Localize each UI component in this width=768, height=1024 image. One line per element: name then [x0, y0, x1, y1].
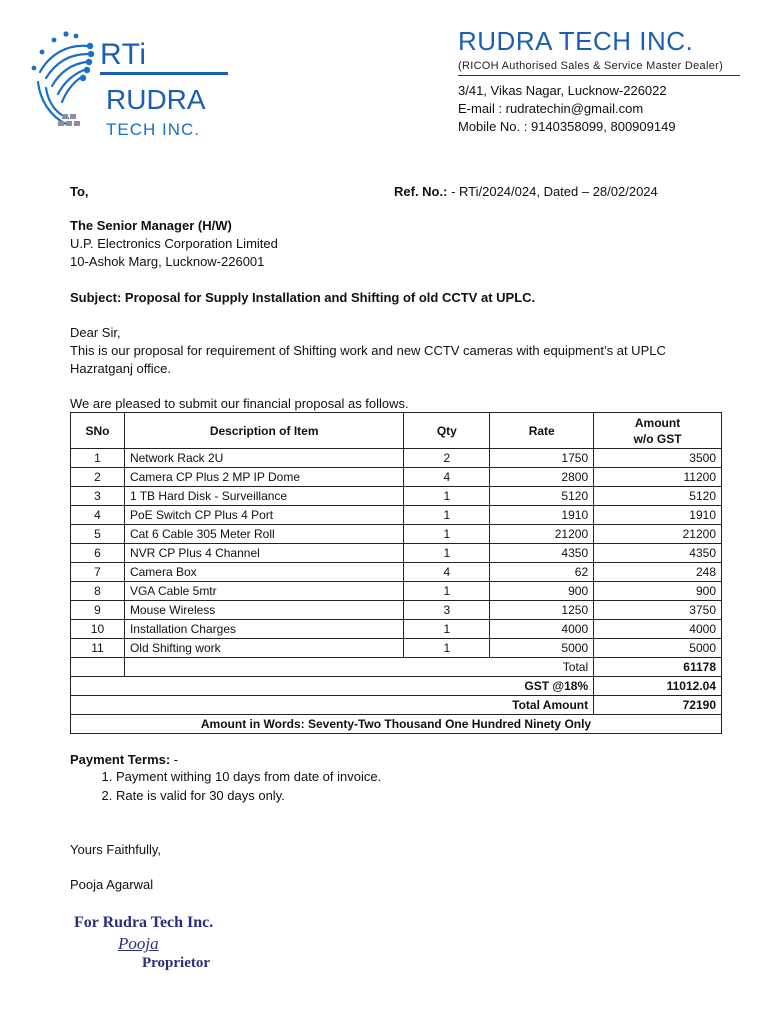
- row-rate: 1250: [490, 601, 594, 620]
- row-amount: 1910: [594, 506, 722, 525]
- header-rate: Rate: [490, 413, 594, 449]
- row-sno: 4: [71, 506, 125, 525]
- gst-value: 11012.04: [594, 677, 722, 696]
- company-name: RUDRA TECH INC.: [458, 26, 694, 56]
- row-sno: 2: [71, 468, 125, 487]
- row-sno: 9: [71, 601, 125, 620]
- row-qty: 3: [404, 601, 490, 620]
- subject-text: : Proposal for Supply Installation and Shifting of old CCTV at UPLC.: [116, 290, 536, 305]
- amount-in-words-row: [71, 715, 722, 734]
- row-rate: 4000: [490, 620, 594, 639]
- row-qty: 1: [404, 582, 490, 601]
- row-rate: 1750: [490, 449, 594, 468]
- subject-line: [70, 289, 535, 307]
- row-sno: 11: [71, 639, 125, 658]
- table-row: [71, 487, 722, 506]
- grand-total-label: Total Amount: [71, 696, 594, 715]
- row-qty: 1: [404, 487, 490, 506]
- row-description: Old Shifting work: [124, 639, 403, 658]
- row-description: VGA Cable 5mtr: [124, 582, 403, 601]
- table-row: [71, 544, 722, 563]
- payment-terms-label: Payment Terms:: [70, 752, 171, 767]
- row-rate: 62: [490, 563, 594, 582]
- company-mobile: Mobile No. : 9140358099, 800909149: [458, 119, 676, 134]
- row-rate: 2800: [490, 468, 594, 487]
- proposal-intro: We are pleased to submit our financial proposal as follows.: [70, 396, 409, 411]
- amount-in-words: Amount in Words: Seventy-Two Thousand One Hundred Ninety Only: [71, 715, 722, 734]
- row-sno: 3: [71, 487, 125, 506]
- total-row: [71, 658, 722, 677]
- row-description: Installation Charges: [124, 620, 403, 639]
- row-rate: 5120: [490, 487, 594, 506]
- company-address: 3/41, Vikas Nagar, Lucknow-226022: [458, 83, 667, 98]
- row-qty: 1: [404, 639, 490, 658]
- row-rate: 21200: [490, 525, 594, 544]
- row-qty: 2: [404, 449, 490, 468]
- row-amount: 900: [594, 582, 722, 601]
- row-amount: 5120: [594, 487, 722, 506]
- subject-label: Subject: [70, 290, 117, 305]
- grand-total-row: [71, 696, 722, 715]
- row-description: Mouse Wireless: [124, 601, 403, 620]
- payment-term-item: 2. Rate is valid for 30 days only.: [116, 786, 381, 805]
- logo-subtitle: TECH INC.: [106, 120, 200, 139]
- row-rate: 900: [490, 582, 594, 601]
- row-description: Cat 6 Cable 305 Meter Roll: [124, 525, 403, 544]
- logo-underline: [100, 72, 228, 75]
- table-row: [71, 468, 722, 487]
- payment-term-item: 1. Payment withing 10 days from date of invoice.: [116, 767, 381, 786]
- grand-total-value: 72190: [594, 696, 722, 715]
- row-rate: 5000: [490, 639, 594, 658]
- letter-body: [70, 324, 666, 378]
- closing-regards: Yours Faithfully,: [70, 842, 162, 857]
- header-sno: SNo: [71, 413, 125, 449]
- gst-row: [71, 677, 722, 696]
- row-description: Network Rack 2U: [124, 449, 403, 468]
- handwritten-signature: Pooja: [118, 934, 159, 953]
- table-row: [71, 563, 722, 582]
- row-description: NVR CP Plus 4 Channel: [124, 544, 403, 563]
- stamp-company: For Rudra Tech Inc.: [74, 914, 214, 931]
- recipient-org: U.P. Electronics Corporation Limited: [70, 236, 278, 251]
- ref-label: Ref. No.:: [394, 184, 448, 199]
- row-sno: 10: [71, 620, 125, 639]
- company-contact: [458, 82, 676, 136]
- row-amount: 3750: [594, 601, 722, 620]
- company-email: E-mail : rudratechin@gmail.com: [458, 101, 644, 116]
- header-qty: Qty: [404, 413, 490, 449]
- table-header-row: [71, 413, 722, 449]
- body-line-1: This is our proposal for requirement of Shifting work and new CCTV cameras with equipment’s at UPLC: [70, 343, 666, 358]
- salutation: Dear Sir,: [70, 325, 121, 340]
- row-description: Camera CP Plus 2 MP IP Dome: [124, 468, 403, 487]
- row-sno: 5: [71, 525, 125, 544]
- row-description: PoE Switch CP Plus 4 Port: [124, 506, 403, 525]
- table-row: [71, 620, 722, 639]
- recipient-block: [70, 217, 278, 271]
- row-amount: 11200: [594, 468, 722, 487]
- signatory-name: Pooja Agarwal: [70, 877, 154, 892]
- row-amount: 248: [594, 563, 722, 582]
- payment-terms-suffix: -: [170, 752, 179, 767]
- table-row: [71, 525, 722, 544]
- header-amount: [594, 413, 722, 449]
- header-amount-line2: w/o GST: [633, 431, 682, 446]
- row-sno: 8: [71, 582, 125, 601]
- table-row: [71, 639, 722, 658]
- logo-name: RUDRA: [106, 84, 206, 115]
- payment-terms-list: [70, 767, 381, 805]
- row-sno: 6: [71, 544, 125, 563]
- row-rate: 4350: [490, 544, 594, 563]
- table-row: [71, 601, 722, 620]
- row-amount: 5000: [594, 639, 722, 658]
- row-qty: 1: [404, 525, 490, 544]
- table-row: [71, 449, 722, 468]
- row-qty: 1: [404, 620, 490, 639]
- row-qty: 1: [404, 506, 490, 525]
- row-rate: 1910: [490, 506, 594, 525]
- header-description: Description of Item: [124, 413, 403, 449]
- row-amount: 21200: [594, 525, 722, 544]
- row-qty: 4: [404, 563, 490, 582]
- row-amount: 3500: [594, 449, 722, 468]
- body-line-2: Hazratganj office.: [70, 361, 171, 376]
- total-label: Total: [124, 658, 593, 677]
- recipient-address: 10-Ashok Marg, Lucknow-226001: [70, 254, 265, 269]
- reference: [394, 183, 658, 201]
- company-tagline: (RICOH Authorised Sales & Service Master Dealer): [458, 60, 724, 72]
- row-description: Camera Box: [124, 563, 403, 582]
- to-label: To,: [70, 184, 89, 199]
- row-sno: 1: [71, 449, 125, 468]
- stamp-title: Proprietor: [142, 955, 211, 971]
- table-row: [71, 506, 722, 525]
- row-amount: 4350: [594, 544, 722, 563]
- ref-value: - RTi/2024/024, Dated – 28/02/2024: [447, 184, 658, 199]
- row-sno: 7: [71, 563, 125, 582]
- logo-mark: RTi: [100, 38, 147, 71]
- row-description: 1 TB Hard Disk - Surveillance: [124, 487, 403, 506]
- header-amount-line1: Amount: [634, 415, 681, 430]
- circuit-globe-logo-icon: [28, 28, 108, 138]
- recipient-title: The Senior Manager (H/W): [70, 218, 232, 233]
- items-table: [70, 412, 722, 734]
- table-row: [71, 582, 722, 601]
- row-qty: 1: [404, 544, 490, 563]
- total-value: 61178: [594, 658, 722, 677]
- row-qty: 4: [404, 468, 490, 487]
- row-amount: 4000: [594, 620, 722, 639]
- gst-label: GST @18%: [71, 677, 594, 696]
- tagline-divider: [458, 75, 740, 76]
